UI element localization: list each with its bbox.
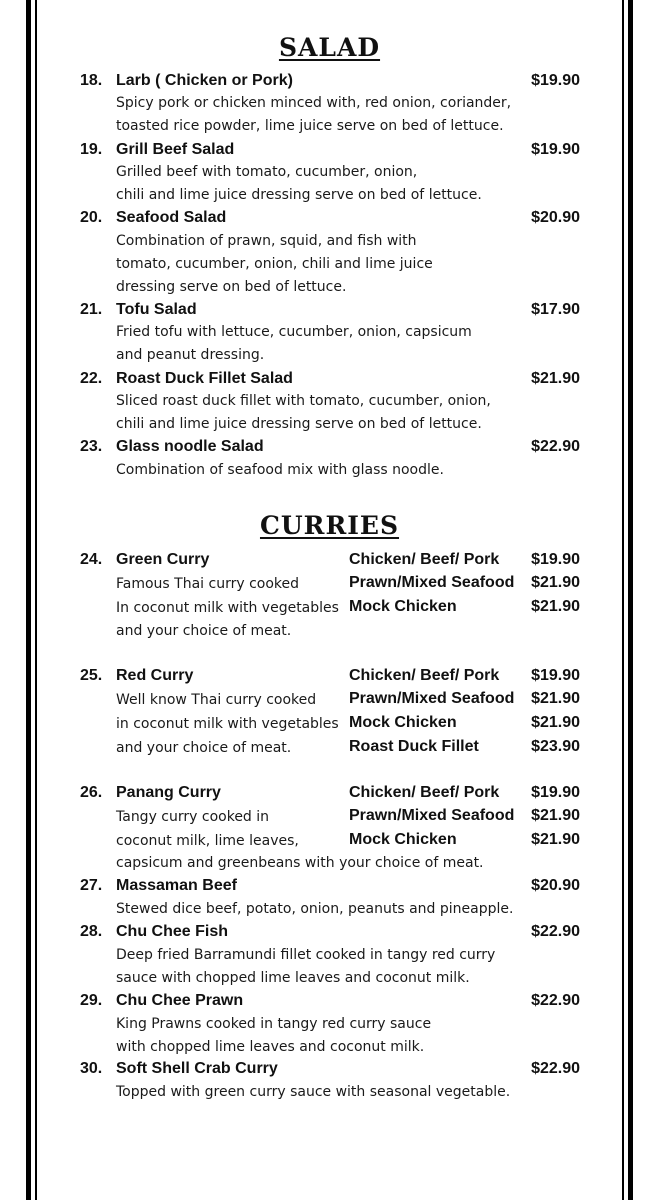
item-name: Seafood Salad xyxy=(116,209,227,226)
option-label: Mock Chicken xyxy=(349,831,457,848)
option-label: Mock Chicken xyxy=(349,598,457,615)
item-number: 21. xyxy=(80,301,103,318)
menu-item xyxy=(80,923,580,945)
item-price: $17.90 xyxy=(531,301,580,318)
option-price: $23.90 xyxy=(531,738,580,755)
item-number: 19. xyxy=(80,141,103,158)
item-number: 27. xyxy=(80,877,103,894)
item-description: and peanut dressing. xyxy=(116,347,265,363)
option-price: $19.90 xyxy=(531,784,580,801)
item-name: Glass noodle Salad xyxy=(116,438,264,455)
item-number: 23. xyxy=(80,438,103,455)
option-price: $21.90 xyxy=(531,807,580,824)
item-description: in coconut milk with vegetables xyxy=(116,716,339,732)
option-price: $21.90 xyxy=(531,714,580,731)
salad-heading: SALAD xyxy=(278,33,381,62)
menu-item xyxy=(80,877,580,899)
menu-item xyxy=(80,72,580,94)
item-price: $22.90 xyxy=(531,438,580,455)
menu-item xyxy=(80,992,580,1014)
item-price: $22.90 xyxy=(531,1060,580,1077)
item-number: 24. xyxy=(80,551,103,568)
menu-item xyxy=(80,141,580,163)
menu-item xyxy=(80,438,580,460)
item-description: dressing serve on bed of lettuce. xyxy=(116,279,347,295)
item-name: Soft Shell Crab Curry xyxy=(116,1060,278,1077)
option-label: Chicken/ Beef/ Pork xyxy=(349,667,500,684)
item-description: toasted rice powder, lime juice serve on bed of lettuce. xyxy=(116,118,504,134)
option-label: Prawn/Mixed Seafood xyxy=(349,807,515,824)
menu-item xyxy=(80,301,580,323)
item-number: 22. xyxy=(80,370,103,387)
item-name: Red Curry xyxy=(116,667,194,684)
item-description: Grilled beef with tomato, cucumber, onion, xyxy=(116,164,418,180)
item-name: Green Curry xyxy=(116,551,210,568)
menu-item xyxy=(80,209,580,231)
option-label: Chicken/ Beef/ Pork xyxy=(349,551,500,568)
item-name: Massaman Beef xyxy=(116,877,237,894)
item-number: 26. xyxy=(80,784,103,801)
item-number: 25. xyxy=(80,667,103,684)
item-number: 30. xyxy=(80,1060,103,1077)
menu-item xyxy=(80,784,580,806)
option-label: Roast Duck Fillet xyxy=(349,738,479,755)
item-description: Sliced roast duck fillet with tomato, cucumber, onion, xyxy=(116,393,491,409)
option-label: Prawn/Mixed Seafood xyxy=(349,574,515,591)
item-number: 29. xyxy=(80,992,103,1009)
item-price: $22.90 xyxy=(531,992,580,1009)
option-price: $21.90 xyxy=(531,574,580,591)
item-description: Stewed dice beef, potato, onion, peanuts and pineapple. xyxy=(116,901,514,917)
option-label: Prawn/Mixed Seafood xyxy=(349,690,515,707)
item-description: Spicy pork or chicken minced with, red onion, coriander, xyxy=(116,95,512,111)
item-description: King Prawns cooked in tangy red curry sauce xyxy=(116,1016,432,1032)
item-description: Topped with green curry sauce with seasonal vegetable. xyxy=(116,1084,511,1100)
item-number: 20. xyxy=(80,209,103,226)
option-price: $19.90 xyxy=(531,667,580,684)
item-name: Grill Beef Salad xyxy=(116,141,235,158)
item-name: Chu Chee Fish xyxy=(116,923,229,940)
option-price: $21.90 xyxy=(531,598,580,615)
item-description: and your choice of meat. xyxy=(116,623,292,639)
option-price: $19.90 xyxy=(531,551,580,568)
item-description: chili and lime juice dressing serve on bed of lettuce. xyxy=(116,416,482,432)
option-price: $21.90 xyxy=(531,690,580,707)
item-description: and your choice of meat. xyxy=(116,740,292,756)
item-description: chili and lime juice dressing serve on bed of lettuce. xyxy=(116,187,482,203)
item-name: Roast Duck Fillet Salad xyxy=(116,370,293,387)
item-description: Famous Thai curry cooked xyxy=(116,576,300,592)
item-description: with chopped lime leaves and coconut milk. xyxy=(116,1039,425,1055)
option-label: Mock Chicken xyxy=(349,714,457,731)
item-description: Combination of seafood mix with glass noodle. xyxy=(116,462,444,478)
menu-item xyxy=(80,1060,580,1082)
item-price: $19.90 xyxy=(531,141,580,158)
menu-item xyxy=(80,551,580,573)
item-description: sauce with chopped lime leaves and coconut milk. xyxy=(116,970,470,986)
item-price: $21.90 xyxy=(531,370,580,387)
item-number: 18. xyxy=(80,72,103,89)
item-description: capsicum and greenbeans with your choice of meat. xyxy=(116,855,484,871)
item-number: 28. xyxy=(80,923,103,940)
option-price: $21.90 xyxy=(531,831,580,848)
right-border xyxy=(619,0,633,1200)
item-price: $22.90 xyxy=(531,923,580,940)
item-name: Chu Chee Prawn xyxy=(116,992,244,1009)
item-description: In coconut milk with vegetables xyxy=(116,600,339,616)
item-description: tomato, cucumber, onion, chili and lime juice xyxy=(116,256,433,272)
option-label: Chicken/ Beef/ Pork xyxy=(349,784,500,801)
item-price: $20.90 xyxy=(531,209,580,226)
menu-item xyxy=(80,370,580,392)
item-price: $20.90 xyxy=(531,877,580,894)
item-description: coconut milk, lime leaves, xyxy=(116,833,299,849)
item-description: Fried tofu with lettuce, cucumber, onion, capsicum xyxy=(116,324,472,340)
left-border xyxy=(26,0,40,1200)
item-price: $19.90 xyxy=(531,72,580,89)
item-description: Well know Thai curry cooked xyxy=(116,692,317,708)
item-name: Panang Curry xyxy=(116,784,221,801)
curries-heading: CURRIES xyxy=(259,511,400,540)
item-description: Combination of prawn, squid, and fish with xyxy=(116,233,417,249)
menu-item xyxy=(80,667,580,689)
item-name: Larb ( Chicken or Pork) xyxy=(116,72,293,89)
item-description: Deep fried Barramundi fillet cooked in tangy red curry xyxy=(116,947,496,963)
item-name: Tofu Salad xyxy=(116,301,197,318)
item-description: Tangy curry cooked in xyxy=(116,809,270,825)
